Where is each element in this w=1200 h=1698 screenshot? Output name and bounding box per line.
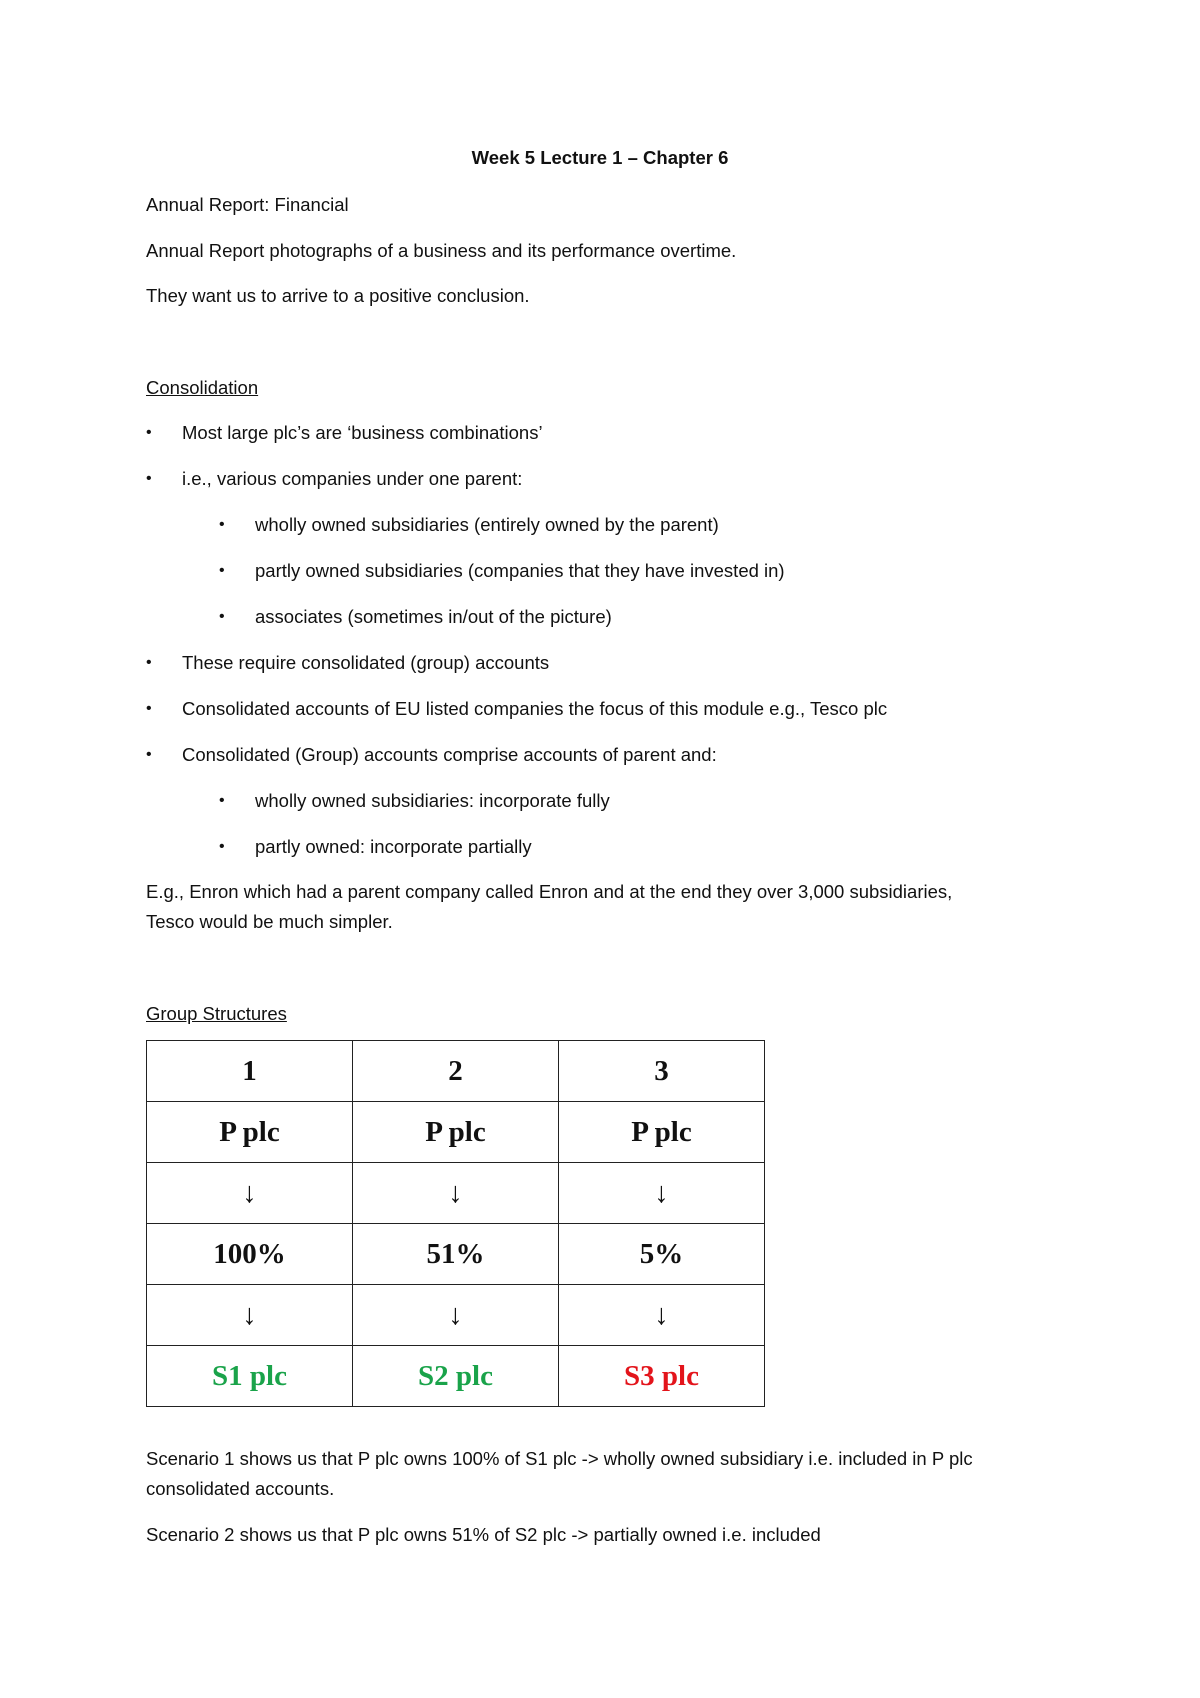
parent-cell: P plc <box>559 1102 765 1163</box>
intro-line: They want us to arrive to a positive conclusion. <box>146 285 530 306</box>
arrow-down-icon: ↓ <box>353 1163 559 1224</box>
subsidiary-cell: S2 plc <box>353 1346 559 1407</box>
scenario-text: Scenario 2 shows us that P plc owns 51% of S2 plc -> partially owned i.e. included <box>146 1524 821 1545</box>
arrow-down-icon: ↓ <box>353 1285 559 1346</box>
group-structures-heading: Group Structures <box>146 1003 287 1024</box>
bullet-icon: • <box>219 516 225 533</box>
arrow-down-icon: ↓ <box>559 1285 765 1346</box>
column-number: 2 <box>353 1041 559 1102</box>
bullet-icon: • <box>219 608 225 625</box>
list-item-text: wholly owned subsidiaries: incorporate fully <box>255 790 610 811</box>
group-structures-table <box>146 1040 765 1407</box>
consolidation-heading: Consolidation <box>146 377 259 398</box>
table-row <box>147 1163 765 1224</box>
bullet-icon: • <box>146 746 152 763</box>
bullet-icon: • <box>146 424 152 441</box>
column-number: 1 <box>147 1041 353 1102</box>
bullet-icon: • <box>219 838 225 855</box>
scenario-text: Scenario 1 shows us that P plc owns 100% of S1 plc -> wholly owned subsidiary i.e. included in P plc <box>146 1448 973 1469</box>
example-text: E.g., Enron which had a parent company called Enron and at the end they over 3,000 subsidiaries, <box>146 881 953 902</box>
example-text: Tesco would be much simpler. <box>146 911 393 932</box>
list-item-text: wholly owned subsidiaries (entirely owned by the parent) <box>255 514 719 535</box>
column-number: 3 <box>559 1041 765 1102</box>
arrow-down-icon: ↓ <box>147 1285 353 1346</box>
bullet-icon: • <box>219 792 225 809</box>
list-item-text: i.e., various companies under one parent: <box>182 468 523 489</box>
list-item-text: partly owned subsidiaries (companies that they have invested in) <box>255 560 785 581</box>
table-row <box>147 1285 765 1346</box>
ownership-cell: 51% <box>353 1224 559 1285</box>
bullet-icon: • <box>219 562 225 579</box>
arrow-down-icon: ↓ <box>559 1163 765 1224</box>
parent-cell: P plc <box>147 1102 353 1163</box>
scenario-text: consolidated accounts. <box>146 1478 335 1499</box>
intro-line: Annual Report: Financial <box>146 194 349 215</box>
table-row <box>147 1346 765 1407</box>
subsidiary-cell: S3 plc <box>559 1346 765 1407</box>
table-row <box>147 1041 765 1102</box>
table-row <box>147 1102 765 1163</box>
list-item-text: Consolidated (Group) accounts comprise accounts of parent and: <box>182 744 717 765</box>
ownership-cell: 100% <box>147 1224 353 1285</box>
bullet-icon: • <box>146 470 152 487</box>
parent-cell: P plc <box>353 1102 559 1163</box>
subsidiary-cell: S1 plc <box>147 1346 353 1407</box>
page-title: Week 5 Lecture 1 – Chapter 6 <box>471 147 729 168</box>
intro-line: Annual Report photographs of a business and its performance overtime. <box>146 240 737 261</box>
bullet-icon: • <box>146 700 152 717</box>
list-item-text: Most large plc’s are ‘business combinations’ <box>182 422 543 443</box>
list-item-text: associates (sometimes in/out of the picture) <box>255 606 612 627</box>
list-item-text: partly owned: incorporate partially <box>255 836 532 857</box>
arrow-down-icon: ↓ <box>147 1163 353 1224</box>
bullet-icon: • <box>146 654 152 671</box>
list-item-text: Consolidated accounts of EU listed companies the focus of this module e.g., Tesco plc <box>182 698 888 719</box>
list-item-text: These require consolidated (group) accounts <box>182 652 550 673</box>
ownership-cell: 5% <box>559 1224 765 1285</box>
table-row <box>147 1224 765 1285</box>
